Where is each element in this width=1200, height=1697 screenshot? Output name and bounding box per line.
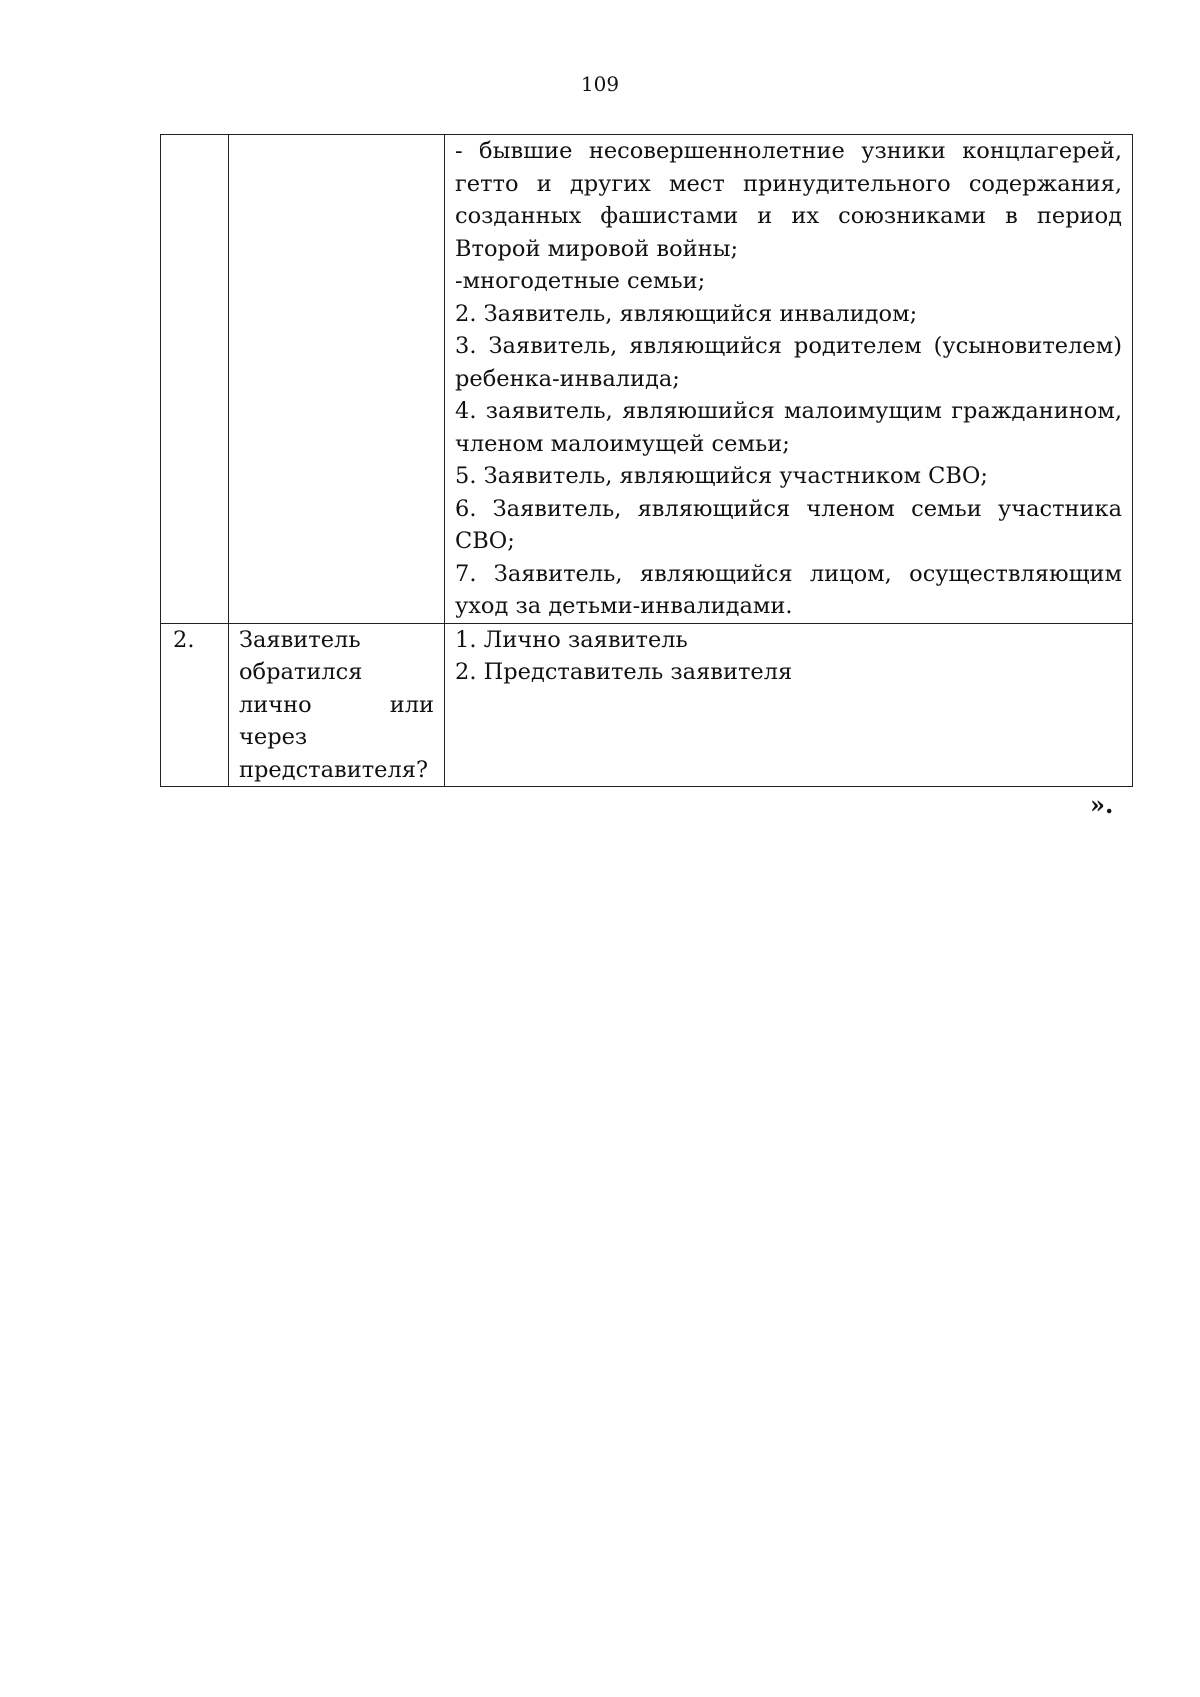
table-row [161,135,1133,624]
answer-line: 6. Заявитель, являющийся членом семьи участника [455,495,1122,522]
answer-line: СВО; [455,528,515,554]
answer-line: 5. Заявитель, являющийся участником СВО; [455,463,988,489]
answer-line: 4. заявитель, являюшийся малоимущим гражданином, [455,398,1122,424]
answer-line: гетто и других мест принудительного содержания, [455,170,1122,197]
answer-line: 2. Представитель заявителя [455,659,793,685]
answer-line: - бывшие несовершеннолетние узники концлагерей, [455,138,1122,164]
answer-line: уход за детьми-инвалидами. [455,593,793,619]
closing-quote-mark: ». [1090,790,1114,819]
question-line: обратился [239,659,363,685]
question-cell [229,623,445,787]
answer-cell [445,135,1133,624]
answer-line: членом малоимущей семьи; [455,430,790,457]
question-line: Заявитель [239,626,361,653]
row-number-cell [161,135,229,624]
question-cell [229,135,445,624]
answer-line: 7. Заявитель, являющийся лицом, осуществляющим [455,560,1122,587]
page-number: 109 [580,72,620,96]
answer-line: -многодетные семьи; [455,268,706,294]
question-line: представителя? [239,756,429,783]
question-line: лично или [239,691,434,718]
row-number-cell [161,623,229,787]
answer-line: ребенка-инвалида; [455,365,680,392]
question-line: через [239,724,308,750]
answer-line: Второй мировой войны; [455,235,739,262]
answer-line: 3. Заявитель, являющийся родителем (усыновителем) [455,333,1122,359]
row-number: 2. [173,626,195,653]
answer-line: 1. Лично заявитель [455,626,688,653]
table-row [161,623,1133,787]
answer-line: созданных фашистами и их союзниками в период [455,203,1122,229]
answer-line: 2. Заявитель, являющийся инвалидом; [455,300,918,327]
document-table [160,134,1133,787]
answer-cell [445,623,1133,787]
